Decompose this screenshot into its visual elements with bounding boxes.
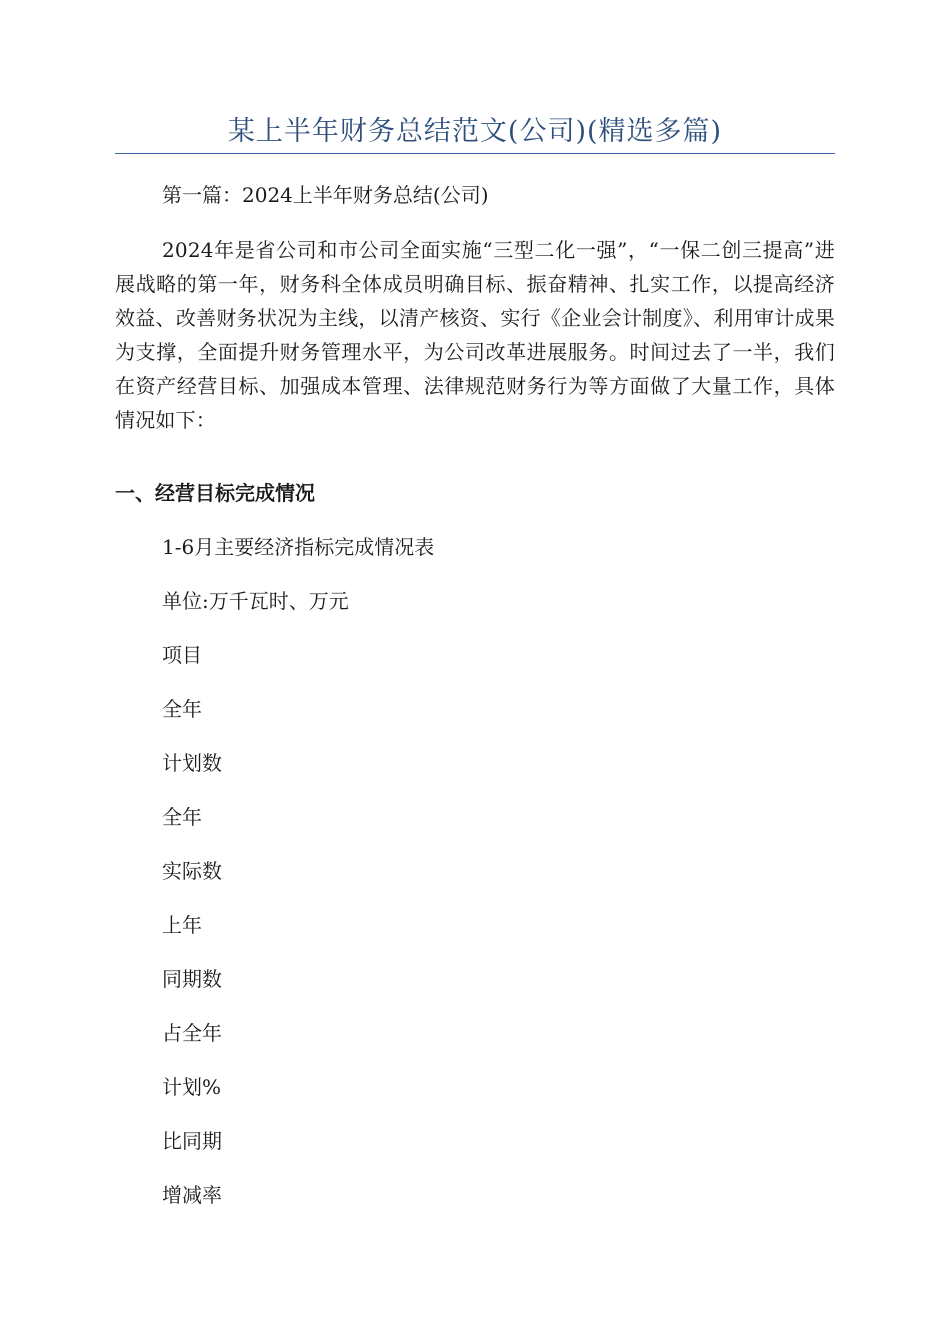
table-header-line: 占全年: [162, 1021, 222, 1045]
article-subtitle: 第一篇：2024上半年财务总结(公司): [162, 183, 489, 207]
table-header-line: 全年: [162, 805, 202, 829]
table-header-line: 同期数: [162, 967, 222, 991]
table-header-line: 实际数: [162, 859, 222, 883]
table-header-line: 计划%: [162, 1075, 222, 1099]
table-header-line: 全年: [162, 697, 202, 721]
title-underline: [115, 153, 835, 154]
table-header-line: 增减率: [162, 1183, 222, 1207]
unit-line: 单位:万千瓦时、万元: [162, 589, 349, 613]
table-header-line: 上年: [162, 913, 202, 937]
table-header-line: 计划数: [162, 751, 222, 775]
table-header-line: 项目: [162, 643, 202, 667]
document-title: 某上半年财务总结范文(公司)(精选多篇): [227, 116, 723, 147]
intro-paragraph: 2024年是省公司和市公司全面实施“三型二化一强”，“一保二创三提高”进展战略的第一年，财务科全体成员明确目标、振奋精神、扎实工作，以提高经济效益、改善财务状况为主线，以清产核资、实行《企业会计制度》、利用审计成果为支撑，全面提升财务管理水平，为公司改革进展服务。时间过去了一半，我们在资产经营目标、加强成本管理、法律规范财务行为等方面做了大量工作，具体情况如下：: [115, 238, 835, 432]
table-title: 1-6月主要经济指标完成情况表: [162, 535, 435, 559]
table-header-line: 比同期: [162, 1129, 222, 1153]
section-heading: 一、经营目标完成情况: [115, 481, 315, 505]
